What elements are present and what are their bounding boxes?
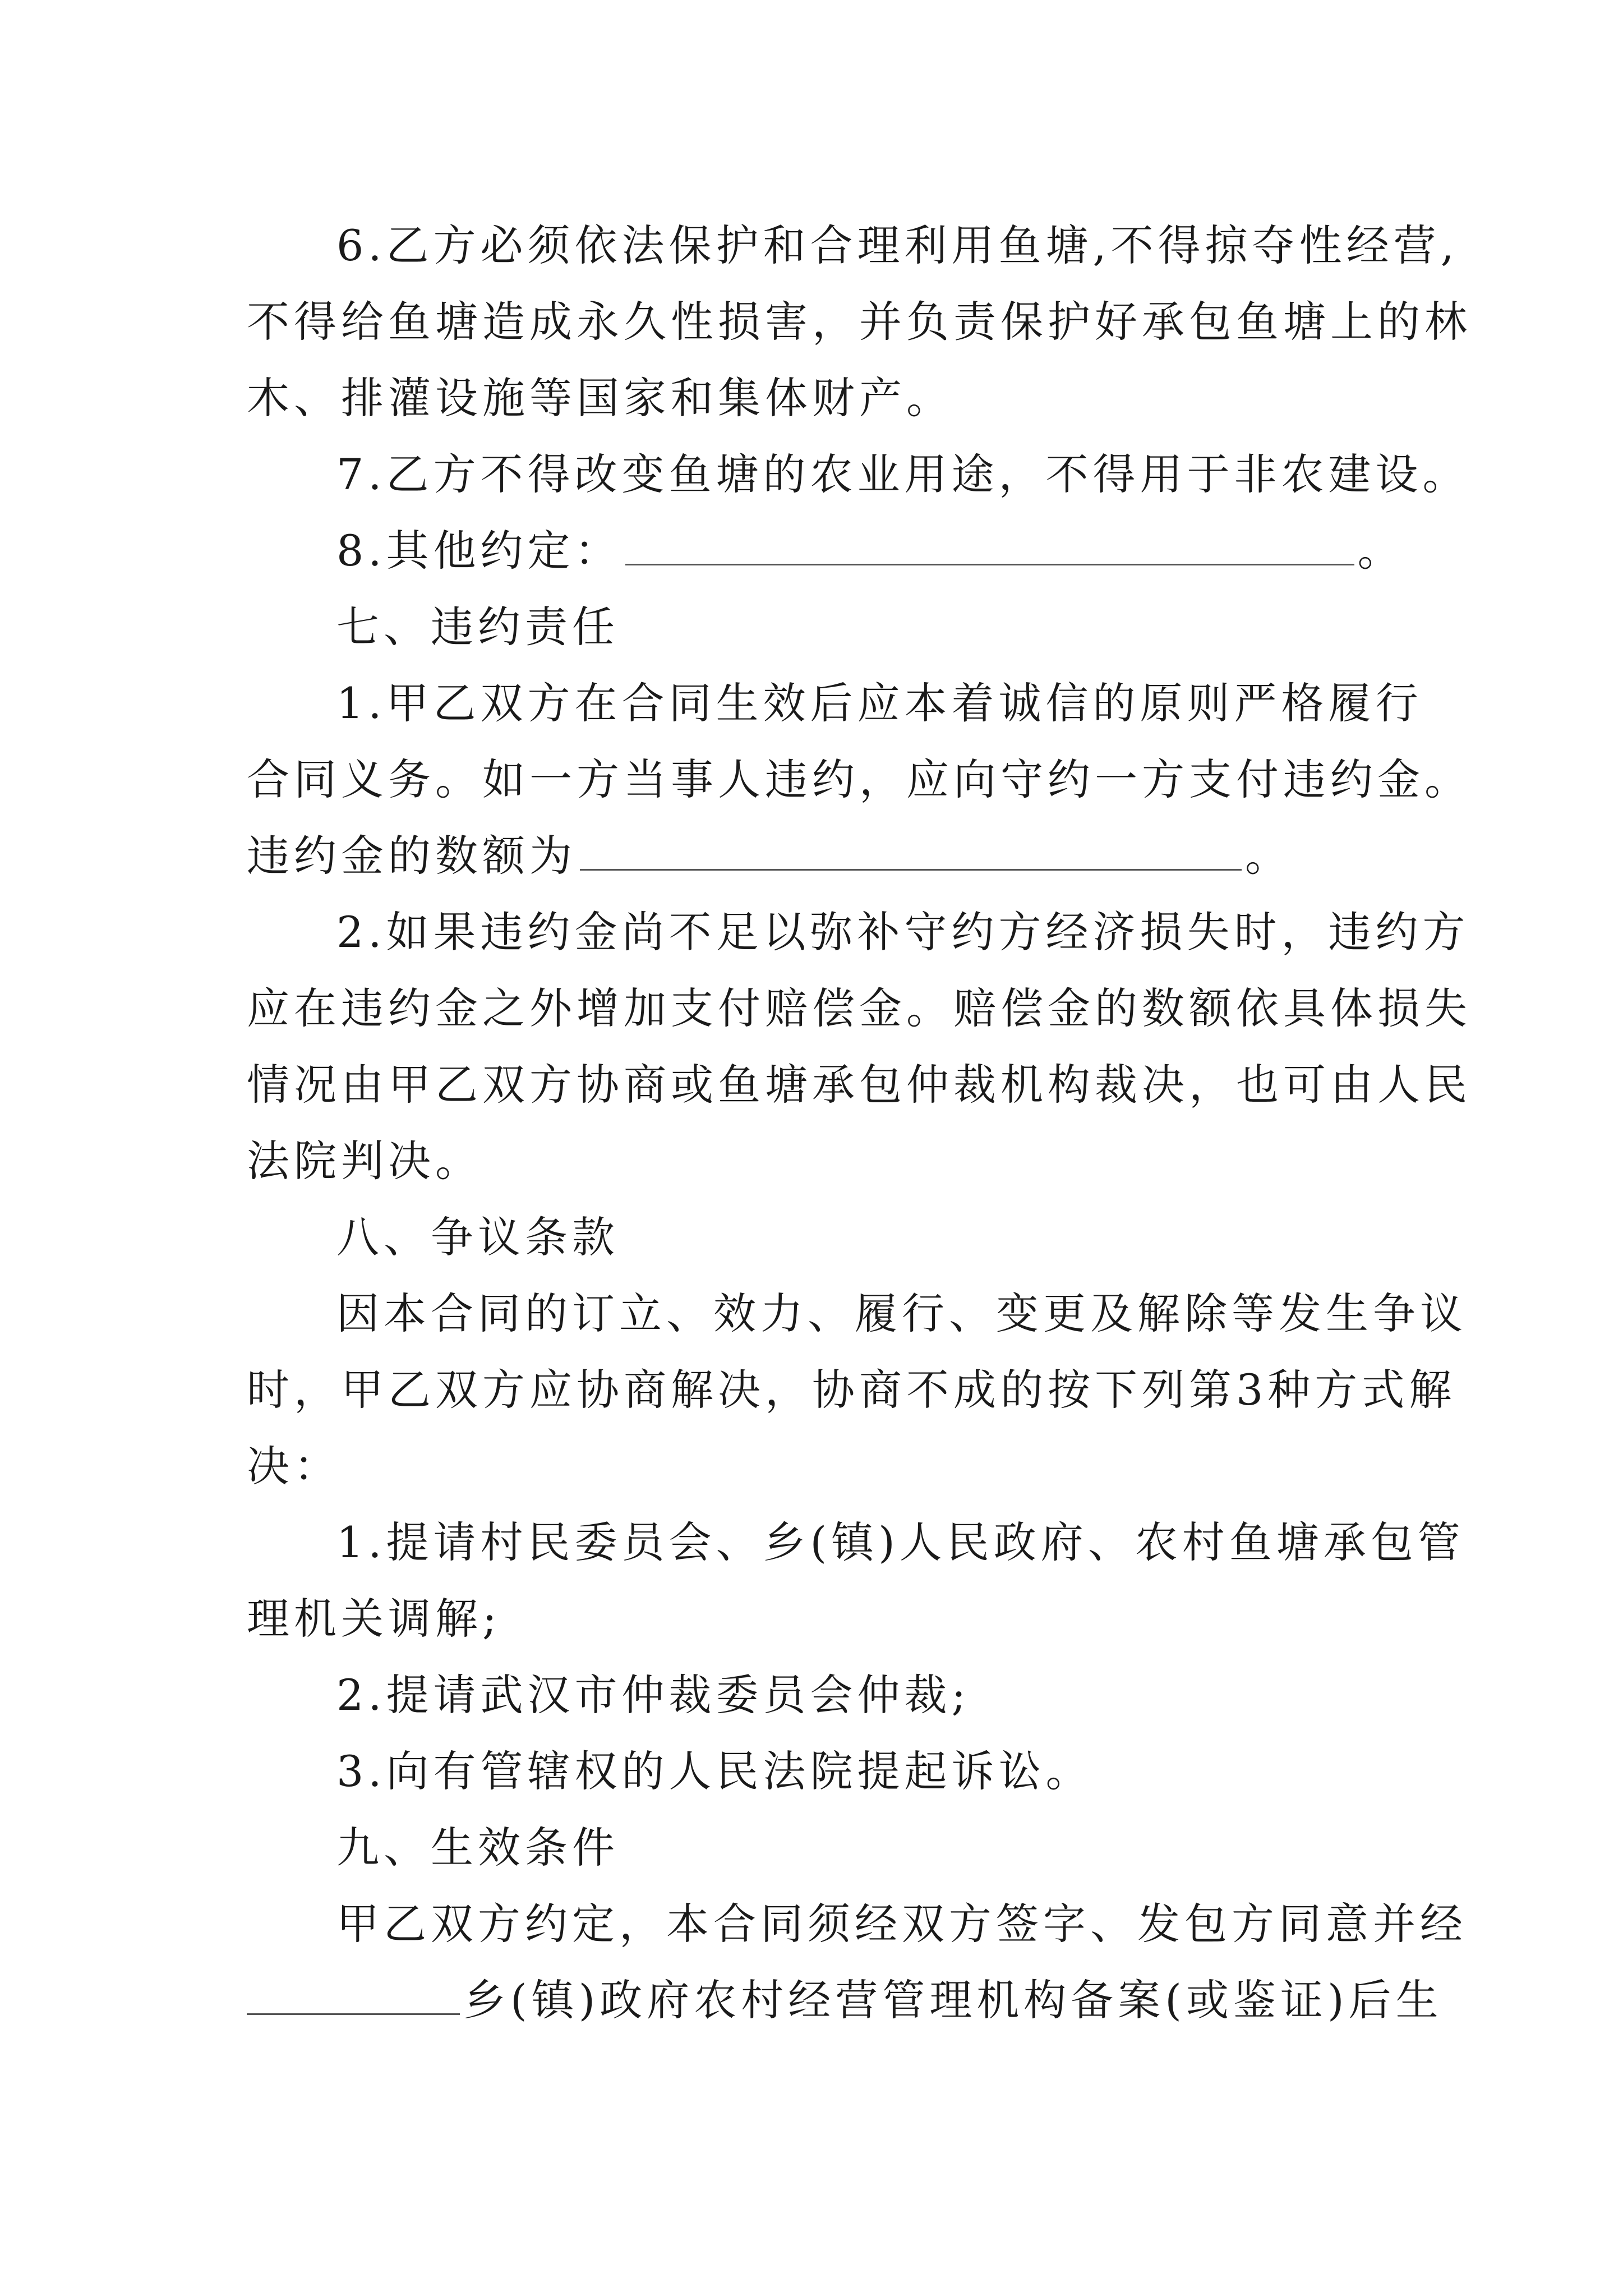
section-9-heading: 九、生效条件 [336, 1823, 619, 1872]
clause-6-line-2: 不得给鱼塘造成永久性损害，并负责保护好承包鱼塘上的林 [247, 297, 1472, 347]
effect-line-2-text: 乡(镇)政府农村经营管理机构备案(或鉴证)后生 [463, 1975, 1443, 2025]
clause-6-line-3: 木、排灌设施等国家和集体财产。 [247, 373, 953, 423]
dispute-line-3: 决： [247, 1441, 341, 1491]
breach-2-line-1: 2.如果违约金尚不足以弥补守约方经济损失时，违约方 [336, 907, 1470, 957]
breach-1-line-1: 1.甲乙双方在合同生效后应本着诚信的原则严格履行 [336, 678, 1423, 728]
dispute-option-1-line-2: 理机关调解; [247, 1594, 501, 1644]
effect-line-1: 甲乙双方约定，本合同须经双方签字、发包方同意并经 [336, 1899, 1467, 1949]
section-7-heading: 七、违约责任 [336, 602, 619, 652]
breach-1-line-2: 合同义务。如一方当事人违约，应向守约一方支付违约金。 [247, 754, 1472, 804]
section-8-heading: 八、争议条款 [336, 1212, 619, 1262]
dispute-option-1-line-1: 1.提请村民委员会、乡(镇)人民政府、农村鱼塘承包管 [336, 1517, 1465, 1567]
document-page [247, 208, 1472, 2039]
clause-8 [247, 513, 1405, 589]
dispute-option-3: 3.向有管辖权的人民法院提起诉讼。 [336, 1746, 1093, 1796]
breach-2-line-3: 情况由甲乙双方协商或鱼塘承包仲裁机构裁决，也可由人民 [247, 1060, 1472, 1110]
other-agreement-blank[interactable] [625, 524, 1354, 565]
clause-8-end: 。 [1357, 526, 1405, 576]
penalty-amount-label: 违约金的数额为 [247, 831, 577, 881]
penalty-amount-blank[interactable] [580, 830, 1242, 871]
dispute-line-2: 时，甲乙双方应协商解决，协商不成的按下列第3种方式解 [247, 1365, 1456, 1415]
dispute-option-2: 2.提请武汉市仲裁委员会仲裁; [336, 1670, 971, 1720]
effect-line-2 [247, 1962, 1443, 2039]
clause-7: 7.乙方不得改变鱼塘的农业用途，不得用于非农建设。 [336, 449, 1470, 499]
breach-1-line-3 [247, 818, 1385, 894]
clause-8-label: 8.其他约定： [336, 526, 622, 576]
penalty-amount-end: 。 [1245, 831, 1292, 881]
clause-6-line-1: 6.乙方必须依法保护和合理利用鱼塘,不得掠夺性经营, [336, 220, 1459, 270]
breach-2-line-4: 法院判决。 [247, 1136, 482, 1186]
breach-2-line-2: 应在违约金之外增加支付赔偿金。赔偿金的数额依具体损失 [247, 983, 1472, 1033]
dispute-line-1: 因本合同的订立、效力、履行、变更及解除等发生争议 [336, 1289, 1467, 1338]
township-blank[interactable] [247, 1974, 460, 2015]
